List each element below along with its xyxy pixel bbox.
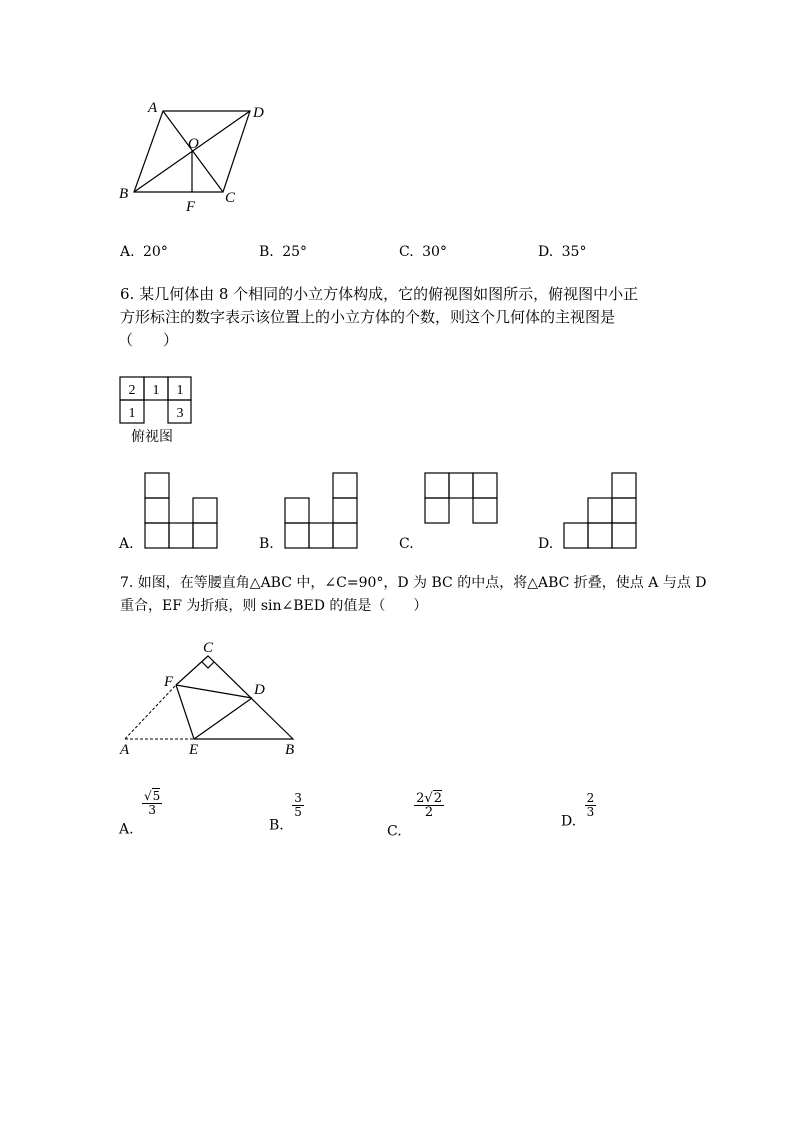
option-letter: A.: [120, 244, 135, 260]
fraction-numerator: 3: [294, 791, 302, 805]
q5-parallelogram-figure: [110, 95, 280, 215]
radicand: 2: [433, 791, 442, 806]
q7-option-d: [561, 792, 596, 830]
q6-option-a-front-view: [144, 472, 220, 550]
q7-option-b: [269, 792, 304, 834]
q5-label-C: C: [225, 190, 236, 206]
option-value: 35°: [561, 244, 587, 260]
top-view-number: 2: [128, 383, 136, 398]
q6-top-view-caption: 俯视图: [131, 429, 173, 445]
option-letter: B.: [269, 817, 284, 834]
option-letter: D.: [538, 244, 554, 260]
q6-answer-paren: （ ）: [118, 331, 179, 349]
q7-option-a: [119, 790, 162, 838]
q7-option-c: [387, 792, 444, 840]
fraction-denominator: 3: [148, 803, 156, 817]
q7-label-C: C: [203, 640, 214, 656]
fraction: [142, 790, 162, 817]
top-view-number: 3: [176, 406, 184, 421]
option-value: 20°: [143, 244, 168, 260]
q5-label-B: B: [119, 186, 129, 202]
fraction-numerator: 2: [586, 791, 595, 805]
fraction: [585, 792, 597, 819]
q6-question-line-2: 方形标注的数字表示该位置上的小立方体的个数，则这个几何体的主视图是: [120, 308, 616, 326]
option-value: 25°: [282, 244, 308, 260]
q5-option-b: [259, 244, 307, 260]
q5-label-D: D: [253, 105, 264, 121]
fraction-denominator: 2: [424, 805, 434, 820]
fraction-denominator: 5: [294, 805, 302, 819]
q6-option-d-front-view: [563, 472, 639, 550]
coefficient: 2: [416, 791, 425, 806]
q7-triangle-figure: [115, 635, 315, 760]
q7-label-D: D: [254, 682, 265, 698]
q6-option-b-front-view: [284, 472, 360, 550]
q5-label-A: A: [148, 100, 158, 116]
top-view-number: 1: [152, 383, 160, 398]
radicand: 5: [152, 789, 161, 803]
top-view-number: 1: [176, 383, 184, 398]
q6-question-line-1: 6. 某几何体由 8 个相同的小立方体构成，它的俯视图如图所示，俯视图中小正: [120, 285, 639, 303]
fraction-numerator: √5: [144, 789, 161, 803]
q6-option-c-front-view: [424, 472, 500, 526]
fraction-numerator: 2√2: [416, 791, 442, 806]
fraction: [414, 792, 444, 819]
fraction-denominator: 3: [586, 805, 595, 819]
option-letter: B.: [259, 244, 274, 260]
q5-label-F: F: [186, 199, 196, 215]
option-letter: D.: [561, 813, 577, 830]
option-letter: C.: [387, 823, 402, 840]
q7-label-F: F: [164, 674, 174, 690]
q5-option-a: [120, 244, 168, 260]
q6-option-b-letter: B.: [259, 536, 274, 552]
q5-label-O: O: [188, 136, 199, 152]
q7-question-line-2: 重合，EF 为折痕，则 sin∠BED 的值是（ ）: [120, 598, 428, 614]
q7-label-B: B: [285, 742, 295, 758]
q7-label-A: A: [120, 742, 130, 758]
q6-option-a-letter: A.: [119, 536, 134, 552]
q7-question-line-1: 7. 如图，在等腰直角△ABC 中，∠C=90°，D 为 BC 的中点，将△ABC 折叠，使点 A 与点 D: [120, 575, 707, 591]
q7-label-E: E: [189, 742, 199, 758]
q5-option-c: [399, 244, 447, 260]
q6-option-d-letter: D.: [538, 536, 554, 552]
fraction: [292, 792, 304, 819]
option-letter: C.: [399, 244, 414, 260]
top-view-number: 1: [128, 406, 136, 421]
option-letter: A.: [119, 821, 134, 838]
option-value: 30°: [422, 244, 447, 260]
q6-top-view-grid: [119, 376, 194, 426]
q6-option-c-letter: C.: [399, 536, 414, 552]
q5-option-d: [538, 244, 586, 260]
